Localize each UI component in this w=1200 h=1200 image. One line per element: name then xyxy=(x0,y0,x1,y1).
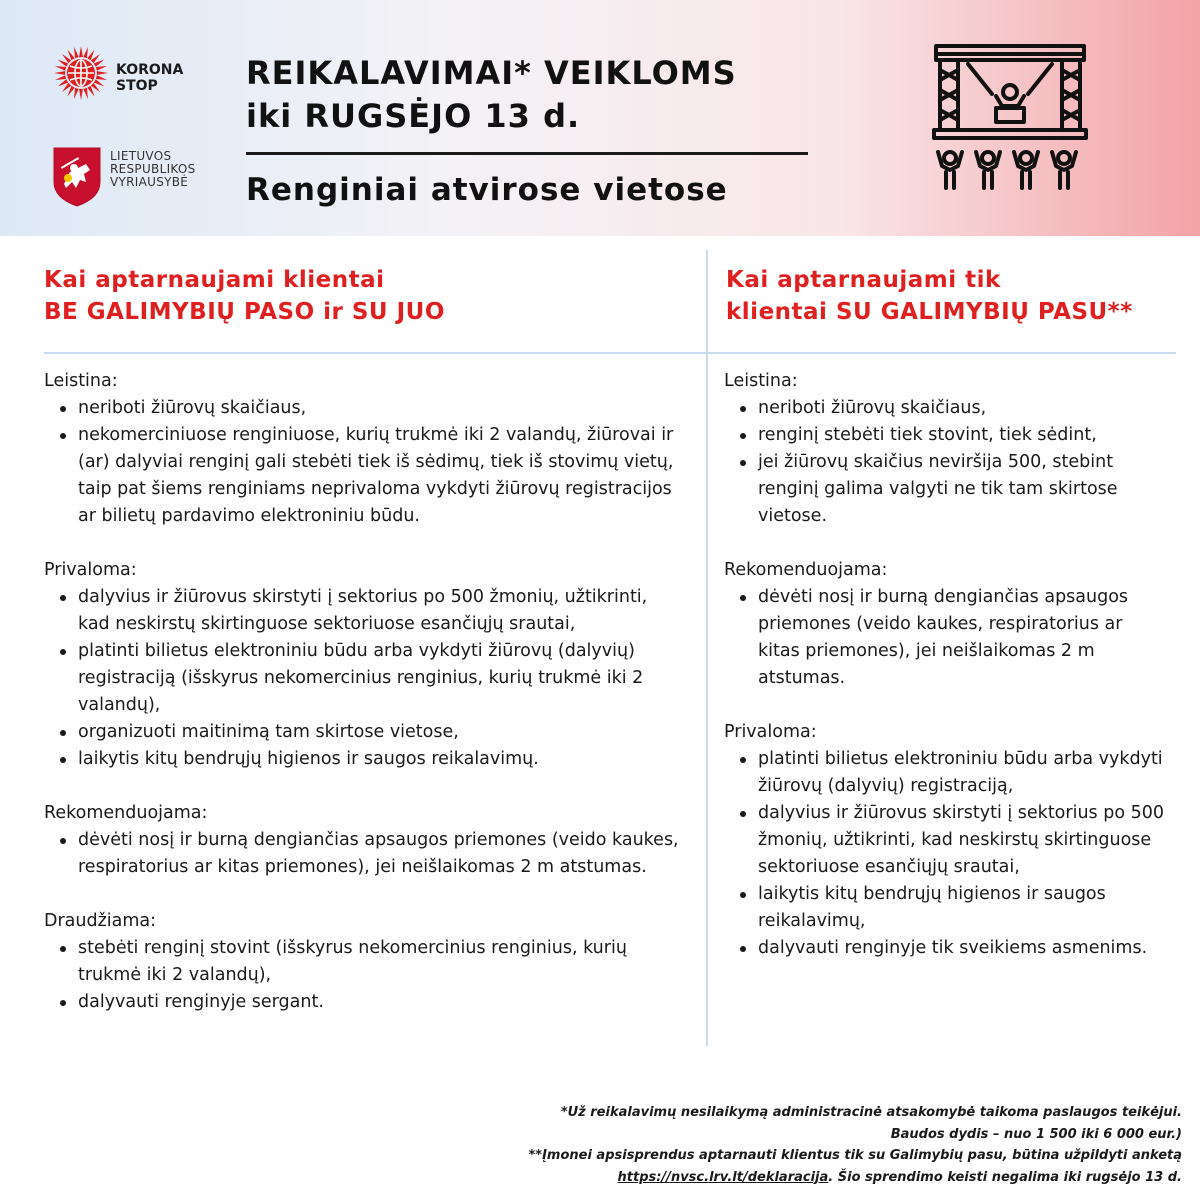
sun-ray xyxy=(97,71,108,75)
left-section-rekomenduojama xyxy=(44,800,684,881)
korona-stop-logo xyxy=(52,44,202,104)
concert-stage-icon xyxy=(930,40,1090,200)
title-divider xyxy=(246,152,808,155)
list-item: dalyvius ir žiūrovus skirstyti į sektorius po 500 žmonių, užtikrinti, kad neskirstų skirtinguose sektoriuose esančiųjų srautai, xyxy=(44,584,684,638)
header-banner xyxy=(0,0,1200,236)
right-section-rekomenduojama xyxy=(724,557,1164,692)
sun-ray xyxy=(58,60,69,67)
korona-stop-wordmark xyxy=(116,62,183,94)
sun-ray xyxy=(83,47,88,58)
red-sun-globe-logo-icon xyxy=(52,44,110,102)
sun-ray xyxy=(87,86,94,97)
sun-ray xyxy=(68,50,75,61)
stop-line: STOP xyxy=(116,78,158,94)
page-subtitle: Renginiai atvirose vietose xyxy=(246,172,728,208)
right-title-line-1: Kai aptarnaujami tik xyxy=(726,267,1001,293)
sun-ray xyxy=(83,88,88,99)
section-label: Leistina: xyxy=(44,371,118,391)
left-title-divider xyxy=(44,352,706,354)
list-item: neriboti žiūrovų skaičiaus, xyxy=(724,395,1164,422)
sun-ray xyxy=(96,75,107,80)
vytis-coat-of-arms-icon xyxy=(52,146,102,208)
left-title-line-1: Kai aptarnaujami klientai xyxy=(44,267,385,293)
sun-ray xyxy=(55,66,66,71)
right-section-leistina xyxy=(724,368,1164,530)
list-item: platinti bilietus elektroniniu būdu arba vykdyti žiūrovų (dalyvių) registraciją (išskyrus nekomercinius renginius, kurių trukmė iki 2 valandų), xyxy=(44,638,684,719)
sun-ray xyxy=(74,88,79,99)
left-column-title xyxy=(44,264,684,328)
sun-ray xyxy=(94,60,105,67)
section-label: Draudžiama: xyxy=(44,911,157,931)
bullet-list xyxy=(44,827,684,881)
list-item: organizuoti maitinimą tam skirtose vietose, xyxy=(44,719,684,746)
list-item: laikytis kitų bendrųjų higienos ir saugos reikalavimų, xyxy=(724,881,1164,935)
declaration-link[interactable]: https://nvsc.lrv.lt/deklaracija xyxy=(617,1169,829,1185)
sun-ray xyxy=(79,46,83,57)
section-label: Rekomenduojama: xyxy=(724,560,888,580)
right-column-title xyxy=(726,264,1196,328)
bullet-list xyxy=(44,584,684,773)
left-section-draudziama xyxy=(44,908,684,1016)
right-section-privaloma xyxy=(724,719,1164,962)
bullet-list xyxy=(44,395,684,530)
lrv-wordmark xyxy=(110,150,196,189)
footnotes xyxy=(462,1102,1182,1188)
section-label: Privaloma: xyxy=(724,722,817,742)
list-item: dėvėti nosį ir burną dengiančias apsaugos priemones (veido kaukes, respiratorius ar kitas priemones), jei neišlaikomas 2 m atstumas. xyxy=(724,584,1164,692)
sun-ray xyxy=(96,66,107,71)
footnote-line-2: Baudos dydis – nuo 1 500 iki 6 000 eur.) xyxy=(890,1126,1182,1142)
section-label: Privaloma: xyxy=(44,560,137,580)
left-title-line-2: BE GALIMYBIŲ PASO ir SU JUO xyxy=(44,299,445,325)
right-column xyxy=(724,368,1164,989)
sun-ray xyxy=(94,79,105,86)
korona-line: KORONA xyxy=(116,62,184,78)
lrv-line-2: RESPUBLIKOS xyxy=(110,162,196,176)
page-title xyxy=(246,52,806,138)
lrv-logo xyxy=(52,146,222,208)
left-section-privaloma xyxy=(44,557,684,773)
sun-ray xyxy=(58,79,69,86)
bullet-list xyxy=(724,746,1164,962)
footnote-line-1: *Už reikalavimų nesilaikymą administracinė atsakomybė taikoma paslaugos teikėjui. xyxy=(560,1105,1182,1120)
left-section-leistina xyxy=(44,368,684,530)
list-item: nekomerciniuose renginiuose, kurių trukmė iki 2 valandų, žiūrovai ir (ar) dalyviai renginį gali stebėti tiek iš sėdimų, tiek iš stovimų vietų, taip pat šiems renginiams neprivaloma vykdyti žiūrovų registracijos ar bilietų pardavimo elektroniniu būdu. xyxy=(44,422,684,530)
bullet-list xyxy=(724,584,1164,692)
column-divider xyxy=(706,250,708,1046)
lrv-line-3: VYRIAUSYBĖ xyxy=(110,175,189,189)
footnote-line-3: **Įmonei apsisprendus aptarnauti klientus tik su Galimybių pasu, būtina užpildyti anketą xyxy=(528,1148,1182,1163)
list-item: dėvėti nosį ir burną dengiančias apsaugos priemones (veido kaukes, respiratorius ar kitas priemones), jei neišlaikomas 2 m atstumas. xyxy=(44,827,684,881)
list-item: stebėti renginį stovint (išskyrus nekomercinius renginius, kurių trukmė iki 2 valandų), xyxy=(44,935,684,989)
sun-ray xyxy=(79,89,83,100)
list-item: dalyvauti renginyje sergant. xyxy=(44,989,684,1016)
left-column xyxy=(44,368,684,1043)
title-line-1: REIKALAVIMAI* VEIKLOMS xyxy=(246,54,737,92)
section-label: Rekomenduojama: xyxy=(44,803,208,823)
sun-ray xyxy=(68,86,75,97)
list-item: dalyvauti renginyje tik sveikiems asmenims. xyxy=(724,935,1164,962)
list-item: dalyvius ir žiūrovus skirstyti į sektorius po 500 žmonių, užtikrinti, kad neskirstų skirtinguose sektoriuose esančiųjų srautai, xyxy=(724,800,1164,881)
lrv-line-1: LIETUVOS xyxy=(110,149,172,163)
bullet-list xyxy=(724,395,1164,530)
section-label: Leistina: xyxy=(724,371,798,391)
list-item: laikytis kitų bendrųjų higienos ir saugos reikalavimų. xyxy=(44,746,684,773)
list-item: jei žiūrovų skaičius neviršija 500, stebint renginį galima valgyti ne tik tam skirtose vietose. xyxy=(724,449,1164,530)
title-line-2: iki RUGSĖJO 13 d. xyxy=(246,97,581,135)
right-title-line-2: klientai SU GALIMYBIŲ PASU** xyxy=(726,299,1133,325)
list-item: renginį stebėti tiek stovint, tiek sėdint, xyxy=(724,422,1164,449)
sun-ray xyxy=(74,47,79,58)
sun-ray xyxy=(55,75,66,80)
list-item: platinti bilietus elektroniniu būdu arba vykdyti žiūrovų (dalyvių) registraciją, xyxy=(724,746,1164,800)
list-item: neriboti žiūrovų skaičiaus, xyxy=(44,395,684,422)
sun-ray xyxy=(54,71,65,75)
footnote-line-4 xyxy=(462,1167,1182,1189)
footnote-line-4-rest: . Šio sprendimo keisti negalima iki rugsėjo 13 d. xyxy=(828,1169,1182,1185)
sun-ray xyxy=(87,50,94,61)
bullet-list xyxy=(44,935,684,1016)
right-title-divider xyxy=(706,352,1176,354)
